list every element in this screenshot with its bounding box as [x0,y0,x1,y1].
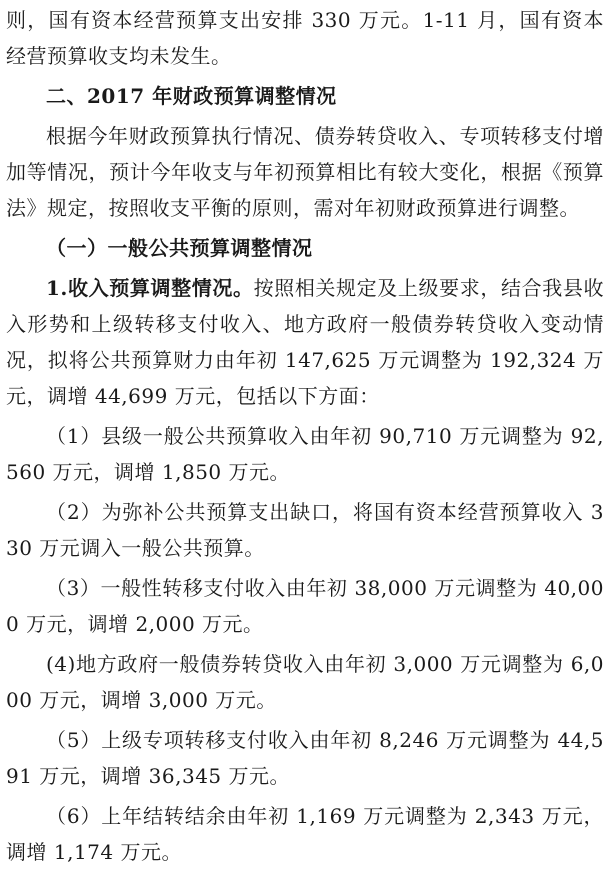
list-item-county-revenue [6,418,604,490]
paragraph-text: （1）县级一般公共预算收入由年初 90,710 万元调整为 92,560 万元，调增 1,850 万元。 [6,424,604,484]
paragraph-text: （5）上级专项转移支付收入由年初 8,246 万元调整为 44,591 万元，调增 36,345 万元。 [6,728,604,788]
subsection-heading-general-budget [6,230,604,266]
paragraph-text: 根据今年财政预算执行情况、债券转贷收入、专项转移支付增加等情况，预计今年收支与年初预算相比有较大变化，根据《预算法》规定，按照收支平衡的原则，需对年初财政预算进行调整。 [6,124,604,220]
list-item-state-capital-transfer [6,494,604,566]
heading-text: 二、2017 年财政预算调整情况 [46,84,337,108]
list-item-special-transfer [6,722,604,794]
paragraph-text: （2）为弥补公共预算支出缺口，将国有资本经营预算收入 330 万元调入一般公共预算。 [6,500,604,560]
paragraph-state-capital-expenditure [6,2,604,74]
heading-text: （一）一般公共预算调整情况 [46,236,313,260]
paragraph-text: 则，国有资本经营预算支出安排 330 万元。1-11 月，国有资本经营预算收支均未发生。 [6,8,604,68]
paragraph-revenue-adjustment [6,270,604,414]
paragraph-text: 按照相关规定及上级要求，结合我县收入形势和上级转移支付收入、地方政府一般债券转贷收入变动情况，拟将公共预算财力由年初 147,625 万元调整为 192,324 万元，调增 44,699 万元，包括以下方面： [6,276,604,408]
paragraph-lead: 1.收入预算调整情况。 [46,276,254,300]
list-item-local-bond [6,646,604,718]
list-item-general-transfer [6,570,604,642]
paragraph-adjustment-reason [6,118,604,226]
list-item-carryover [6,798,604,870]
section-heading-budget-adjustment [6,78,604,114]
paragraph-text: （3）一般性转移支付收入由年初 38,000 万元调整为 40,000 万元，调增 2,000 万元。 [6,576,604,636]
paragraph-text: （6）上年结转结余由年初 1,169 万元调整为 2,343 万元，调增 1,174 万元。 [6,804,604,864]
paragraph-text: (4)地方政府一般债券转贷收入由年初 3,000 万元调整为 6,000 万元，调增 3,000 万元。 [6,652,604,712]
